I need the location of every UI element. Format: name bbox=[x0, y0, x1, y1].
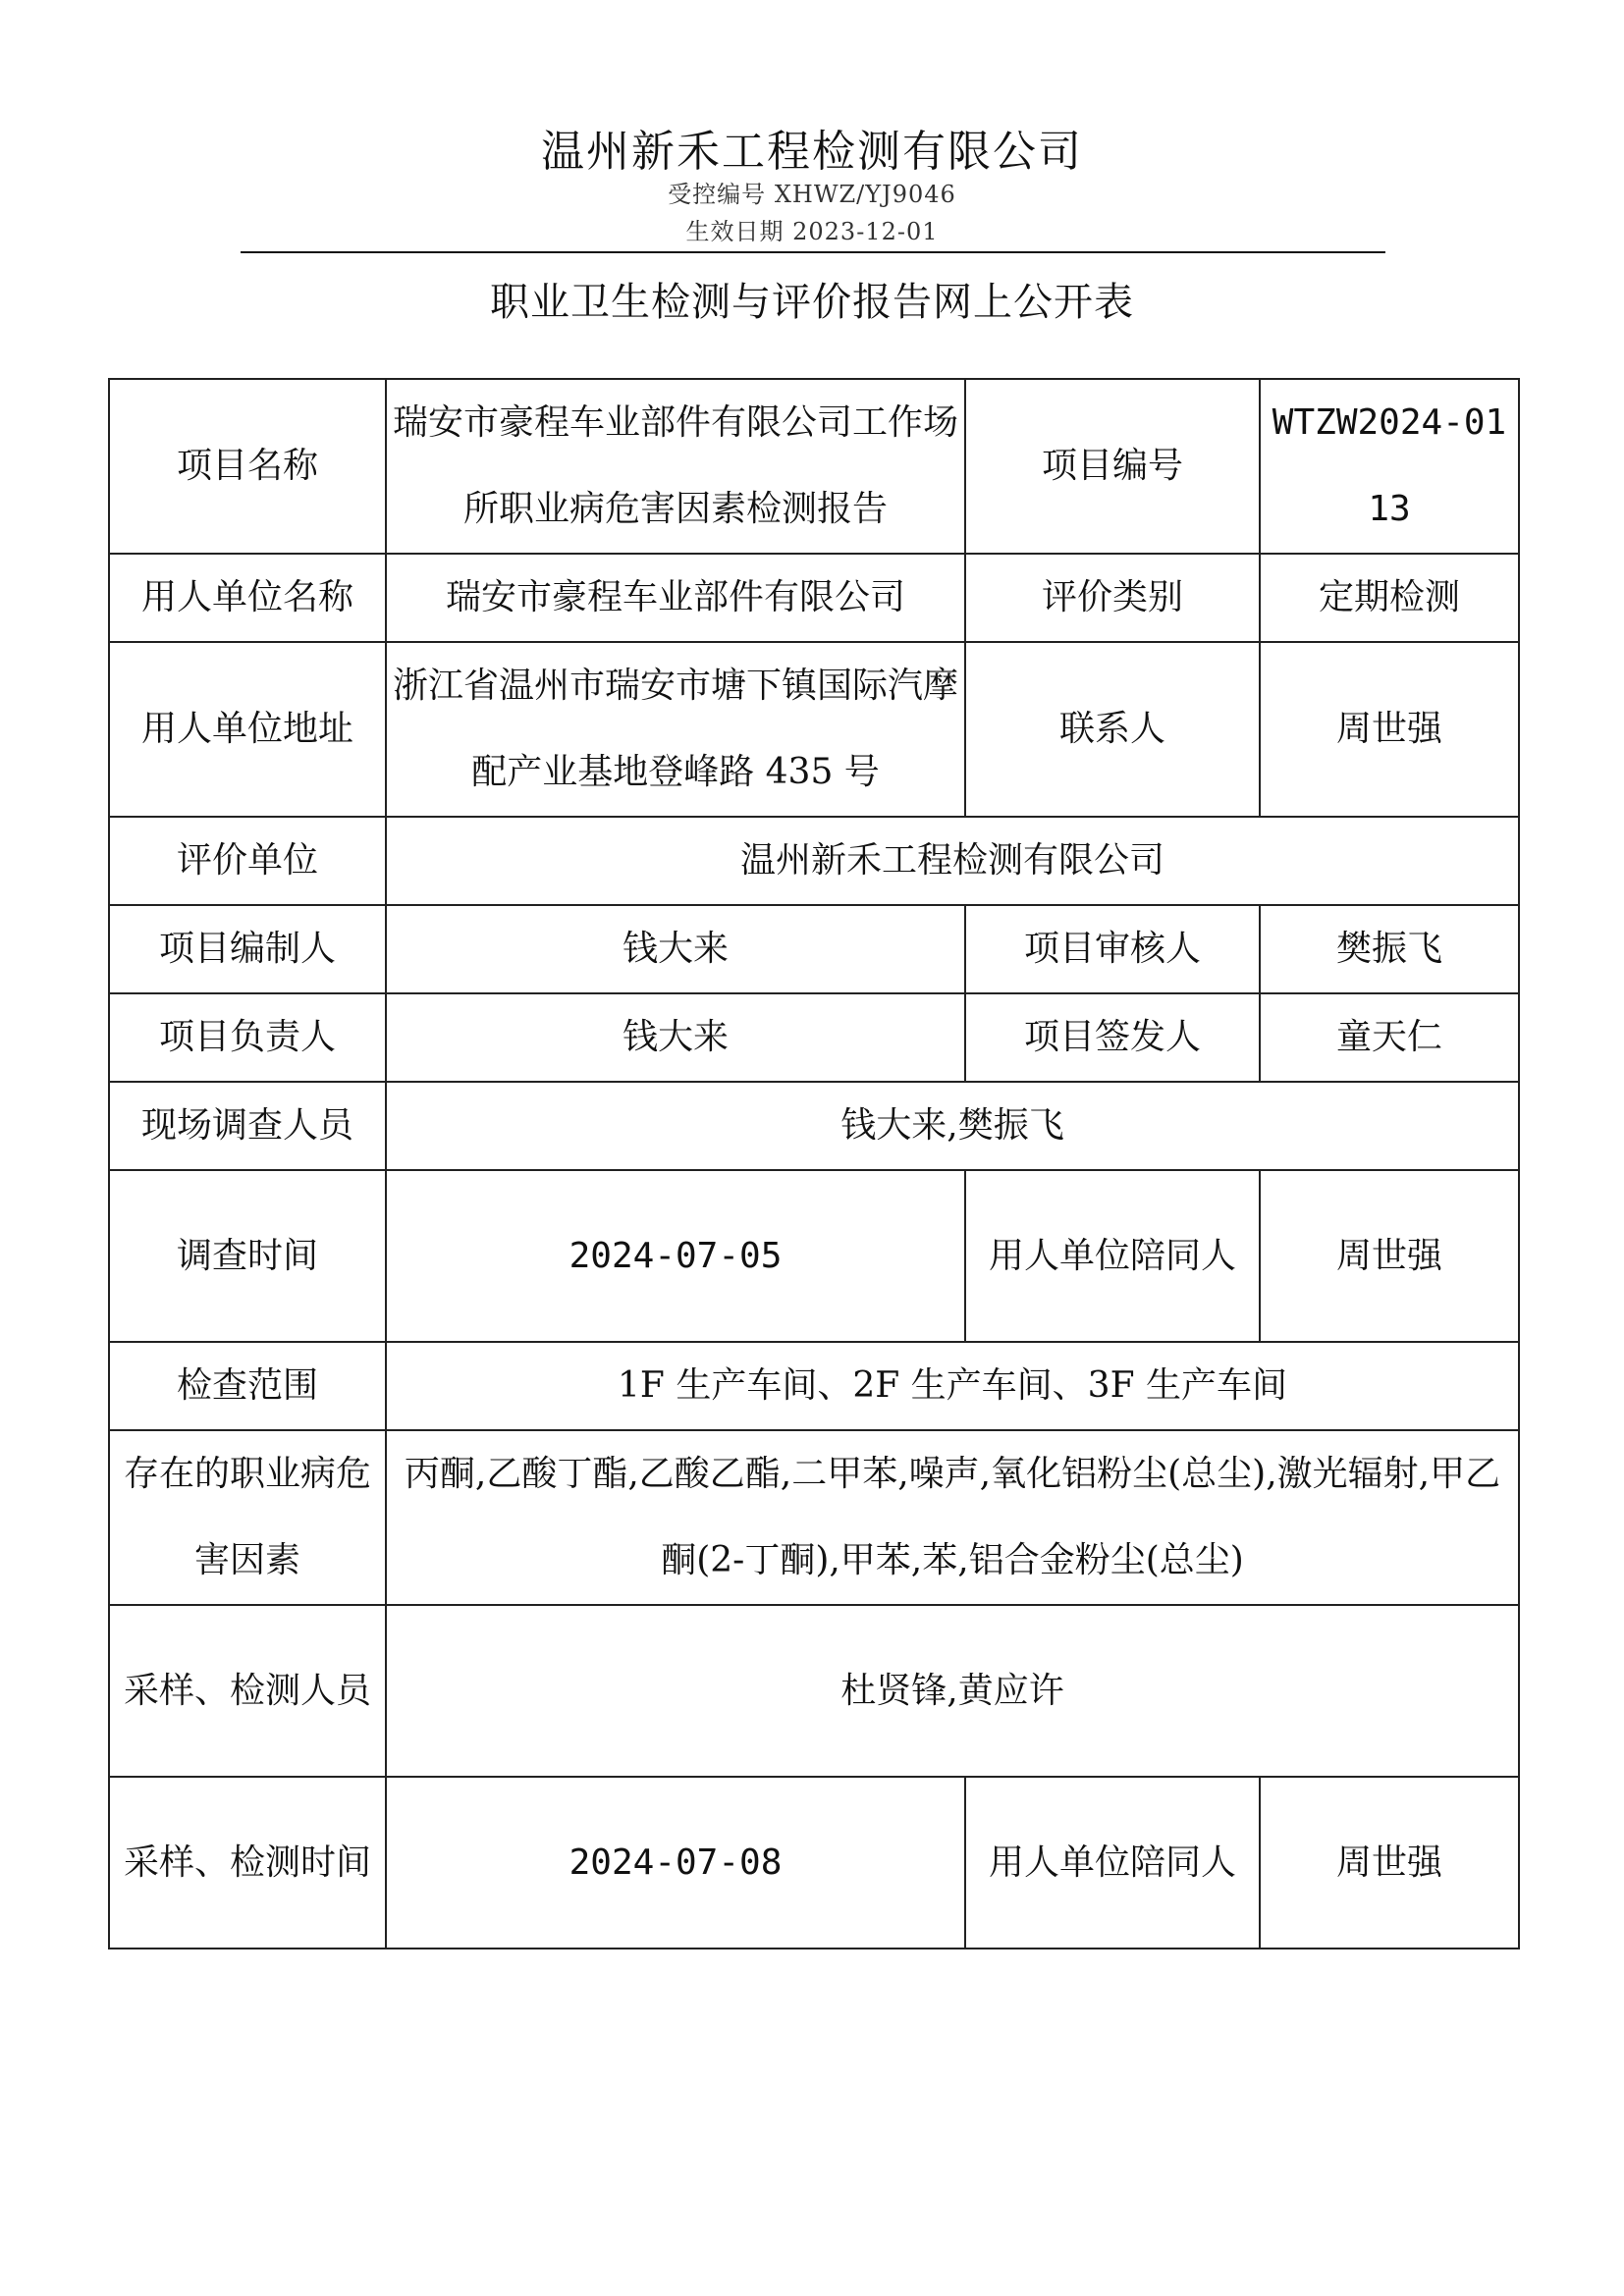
hazards-label: 存在的职业病危害因素 bbox=[109, 1430, 386, 1605]
leader-label: 项目负责人 bbox=[109, 993, 386, 1082]
control-number: 受控编号 XHWZ/YJ9046 bbox=[668, 181, 956, 208]
eval-unit-value: 温州新禾工程检测有限公司 bbox=[386, 817, 1519, 905]
project-no-label: 项目编号 bbox=[965, 379, 1260, 554]
leader-value: 钱大来 bbox=[386, 993, 965, 1082]
eval-type-label: 评价类别 bbox=[965, 554, 1260, 642]
eval-type-value: 定期检测 bbox=[1260, 554, 1519, 642]
row-address bbox=[109, 642, 1519, 817]
survey-time-value: 2024-07-05 bbox=[386, 1170, 965, 1342]
row-scope bbox=[109, 1342, 1519, 1430]
effective-date: 生效日期 2023-12-01 bbox=[685, 218, 939, 245]
row-hazards bbox=[109, 1430, 1519, 1605]
surveyors-value: 钱大来,樊振飞 bbox=[386, 1082, 1519, 1170]
accompany-label-1: 用人单位陪同人 bbox=[965, 1170, 1260, 1342]
project-name-value: 瑞安市豪程车业部件有限公司工作场所职业病危害因素检测报告 bbox=[386, 379, 965, 554]
eval-unit-label: 评价单位 bbox=[109, 817, 386, 905]
issuer-label: 项目签发人 bbox=[965, 993, 1260, 1082]
accompany-label-2: 用人单位陪同人 bbox=[965, 1777, 1260, 1949]
compiler-value: 钱大来 bbox=[386, 905, 965, 993]
employer-value: 瑞安市豪程车业部件有限公司 bbox=[386, 554, 965, 642]
hazards-value: 丙酮,乙酸丁酯,乙酸乙酯,二甲苯,噪声,氧化铝粉尘(总尘),激光辐射,甲乙酮(2-丁酮),甲苯,苯,铝合金粉尘(总尘) bbox=[386, 1430, 1519, 1605]
project-no-value: WTZW2024-0113 bbox=[1260, 379, 1519, 554]
accompany-value-1: 周世强 bbox=[1260, 1170, 1519, 1342]
accompany-value-2: 周世强 bbox=[1260, 1777, 1519, 1949]
row-project-name bbox=[109, 379, 1519, 554]
row-surveyors bbox=[109, 1082, 1519, 1170]
row-survey-time bbox=[109, 1170, 1519, 1342]
sampling-time-value: 2024-07-08 bbox=[386, 1777, 965, 1949]
row-eval-unit bbox=[109, 817, 1519, 905]
address-value: 浙江省温州市瑞安市塘下镇国际汽摩配产业基地登峰路 435 号 bbox=[386, 642, 965, 817]
contact-label: 联系人 bbox=[965, 642, 1260, 817]
reviewer-value: 樊振飞 bbox=[1260, 905, 1519, 993]
contact-value: 周世强 bbox=[1260, 642, 1519, 817]
row-leader bbox=[109, 993, 1519, 1082]
row-employer bbox=[109, 554, 1519, 642]
compiler-label: 项目编制人 bbox=[109, 905, 386, 993]
document-title: 职业卫生检测与评价报告网上公开表 bbox=[490, 280, 1134, 325]
company-name: 温州新禾工程检测有限公司 bbox=[541, 127, 1083, 177]
scope-value: 1F 生产车间、2F 生产车间、3F 生产车间 bbox=[386, 1342, 1519, 1430]
row-sampling-time bbox=[109, 1777, 1519, 1949]
employer-label: 用人单位名称 bbox=[109, 554, 386, 642]
sampling-staff-label: 采样、检测人员 bbox=[109, 1605, 386, 1777]
survey-time-label: 调查时间 bbox=[109, 1170, 386, 1342]
issuer-value: 童天仁 bbox=[1260, 993, 1519, 1082]
reviewer-label: 项目审核人 bbox=[965, 905, 1260, 993]
sampling-time-label: 采样、检测时间 bbox=[109, 1777, 386, 1949]
address-label: 用人单位地址 bbox=[109, 642, 386, 817]
scope-label: 检查范围 bbox=[109, 1342, 386, 1430]
disclosure-table bbox=[108, 378, 1520, 1949]
row-compiler bbox=[109, 905, 1519, 993]
header-divider bbox=[241, 251, 1385, 253]
row-sampling-staff bbox=[109, 1605, 1519, 1777]
sampling-staff-value: 杜贤锋,黄应许 bbox=[386, 1605, 1519, 1777]
project-name-label: 项目名称 bbox=[109, 379, 386, 554]
surveyors-label: 现场调查人员 bbox=[109, 1082, 386, 1170]
